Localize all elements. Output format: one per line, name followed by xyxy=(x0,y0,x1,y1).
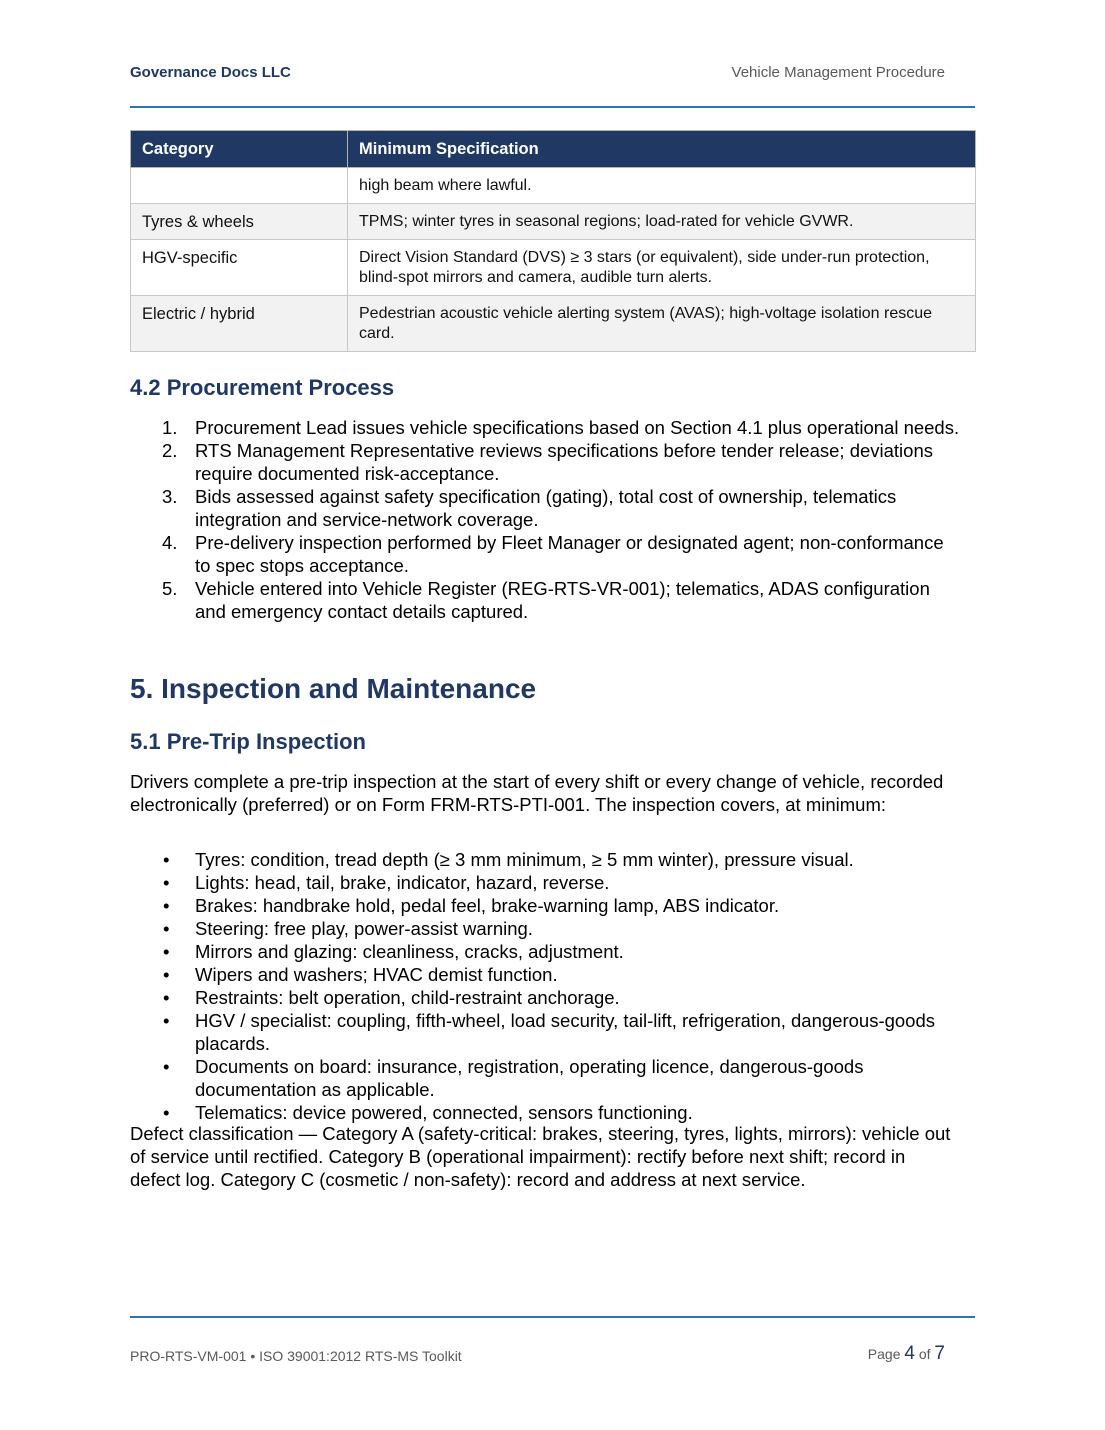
list-item-text: RTS Management Representative reviews specifications before tender release; deviations require documented risk-acceptance. xyxy=(195,440,933,484)
header-rule xyxy=(130,106,975,108)
list-item xyxy=(130,485,960,531)
bullet-icon: • xyxy=(163,941,170,962)
bullet-icon: • xyxy=(163,849,170,870)
list-item-text: Bids assessed against safety specification (gating), total cost of ownership, telematics integration and service-network coverage. xyxy=(195,486,897,530)
footer-page-indicator xyxy=(868,1343,945,1365)
list-item xyxy=(130,1009,960,1055)
list-item xyxy=(130,963,960,986)
page-total: 7 xyxy=(934,1343,945,1364)
of-label: of xyxy=(918,1346,931,1362)
spec-table xyxy=(130,130,976,352)
footer-rule xyxy=(130,1316,975,1318)
list-item xyxy=(130,439,960,485)
list-number: 4. xyxy=(162,532,178,553)
list-item-text: Steering: free play, power-assist warning. xyxy=(195,918,533,939)
list-item xyxy=(130,940,960,963)
heading-4-2: 4.2 Procurement Process xyxy=(130,375,395,400)
table-cell-spec: TPMS; winter tyres in seasonal regions; load-rated for vehicle GVWR. xyxy=(348,204,976,240)
list-item-text: Mirrors and glazing: cleanliness, cracks, adjustment. xyxy=(195,941,624,962)
bullet-icon: • xyxy=(163,1056,170,1077)
spec-table-header-row xyxy=(131,131,976,168)
header-doc-title: Vehicle Management Procedure xyxy=(731,64,945,81)
list-item xyxy=(130,531,960,577)
table-cell-spec: Pedestrian acoustic vehicle alerting system (AVAS); high-voltage isolation rescue card. xyxy=(348,296,976,352)
list-item-text: Pre-delivery inspection performed by Fleet Manager or designated agent; non-conformance to spec stops acceptance. xyxy=(195,532,944,576)
list-item-text: Procurement Lead issues vehicle specifications based on Section 4.1 plus operational needs. xyxy=(195,417,960,438)
list-number: 3. xyxy=(162,486,178,507)
page-number: 4 xyxy=(904,1343,915,1364)
table-cell-spec: high beam where lawful. xyxy=(348,168,976,204)
inspection-checklist xyxy=(130,848,960,1124)
table-cell-category: Electric / hybrid xyxy=(131,296,348,352)
heading-5-1: 5.1 Pre-Trip Inspection xyxy=(130,729,366,754)
list-item xyxy=(130,986,960,1009)
table-row xyxy=(131,204,976,240)
list-item-text: Wipers and washers; HVAC demist function. xyxy=(195,964,558,985)
list-item xyxy=(130,1055,960,1101)
procurement-steps-list xyxy=(130,416,960,623)
list-number: 2. xyxy=(162,440,178,461)
column-header-category: Category xyxy=(131,131,348,168)
bullet-icon: • xyxy=(163,872,170,893)
table-cell-category xyxy=(131,168,348,204)
page-label: Page xyxy=(867,1346,901,1362)
table-row xyxy=(131,168,976,204)
list-item xyxy=(130,894,960,917)
heading-section-5: 5. Inspection and Maintenance xyxy=(130,673,537,704)
list-item xyxy=(130,848,960,871)
bullet-icon: • xyxy=(163,918,170,939)
footer-doc-ref: PRO-RTS-VM-001 • ISO 39001:2012 RTS-MS Toolkit xyxy=(130,1348,462,1364)
bullet-icon: • xyxy=(163,964,170,985)
list-item-text: Documents on board: insurance, registration, operating licence, dangerous-goods documentation as applicable. xyxy=(195,1056,864,1100)
pre-trip-intro: Drivers complete a pre-trip inspection at the start of every shift or every change of vehicle, recorded electronically (preferred) or on Form FRM-RTS-PTI-001. The inspection covers, at minimum: xyxy=(130,771,944,815)
bullet-icon: • xyxy=(163,1102,170,1123)
column-header-specification: Minimum Specification xyxy=(348,131,976,168)
table-row xyxy=(131,296,976,352)
bullet-icon: • xyxy=(163,895,170,916)
list-item-text: Lights: head, tail, brake, indicator, hazard, reverse. xyxy=(195,872,610,893)
list-item xyxy=(130,416,960,439)
list-item-text: Vehicle entered into Vehicle Register (REG-RTS-VR-001); telematics, ADAS configuration and emergency contact details captured. xyxy=(195,578,930,622)
list-number: 5. xyxy=(162,578,178,599)
header-company: Governance Docs LLC xyxy=(130,64,291,81)
list-item xyxy=(130,1101,960,1124)
list-item-text: Tyres: condition, tread depth (≥ 3 mm minimum, ≥ 5 mm winter), pressure visual. xyxy=(195,849,854,870)
list-item xyxy=(130,871,960,894)
list-item-text: Telematics: device powered, connected, sensors functioning. xyxy=(195,1102,693,1123)
table-cell-spec: Direct Vision Standard (DVS) ≥ 3 stars (or equivalent), side under-run protection, blind-spot mirrors and camera, audible turn alerts. xyxy=(348,240,976,296)
defect-classification: Defect classification — Category A (safety-critical: brakes, steering, tyres, lights, mirrors): vehicle out of service until rectified. Category B (operational impairment): rectify before next shift; record in defect log. Category C (cosmetic / non-safety): record and address at next service. xyxy=(130,1123,951,1190)
list-item-text: Brakes: handbrake hold, pedal feel, brake-warning lamp, ABS indicator. xyxy=(195,895,780,916)
table-row xyxy=(131,240,976,296)
bullet-icon: • xyxy=(163,987,170,1008)
list-item xyxy=(130,577,960,623)
table-cell-category: Tyres & wheels xyxy=(131,204,348,240)
list-item-text: HGV / specialist: coupling, fifth-wheel, load security, tail-lift, refrigeration, dangerous-goods placards. xyxy=(195,1010,936,1054)
bullet-icon: • xyxy=(163,1010,170,1031)
table-cell-category: HGV-specific xyxy=(131,240,348,296)
list-item-text: Restraints: belt operation, child-restraint anchorage. xyxy=(195,987,620,1008)
list-number: 1. xyxy=(162,417,178,438)
list-item xyxy=(130,917,960,940)
